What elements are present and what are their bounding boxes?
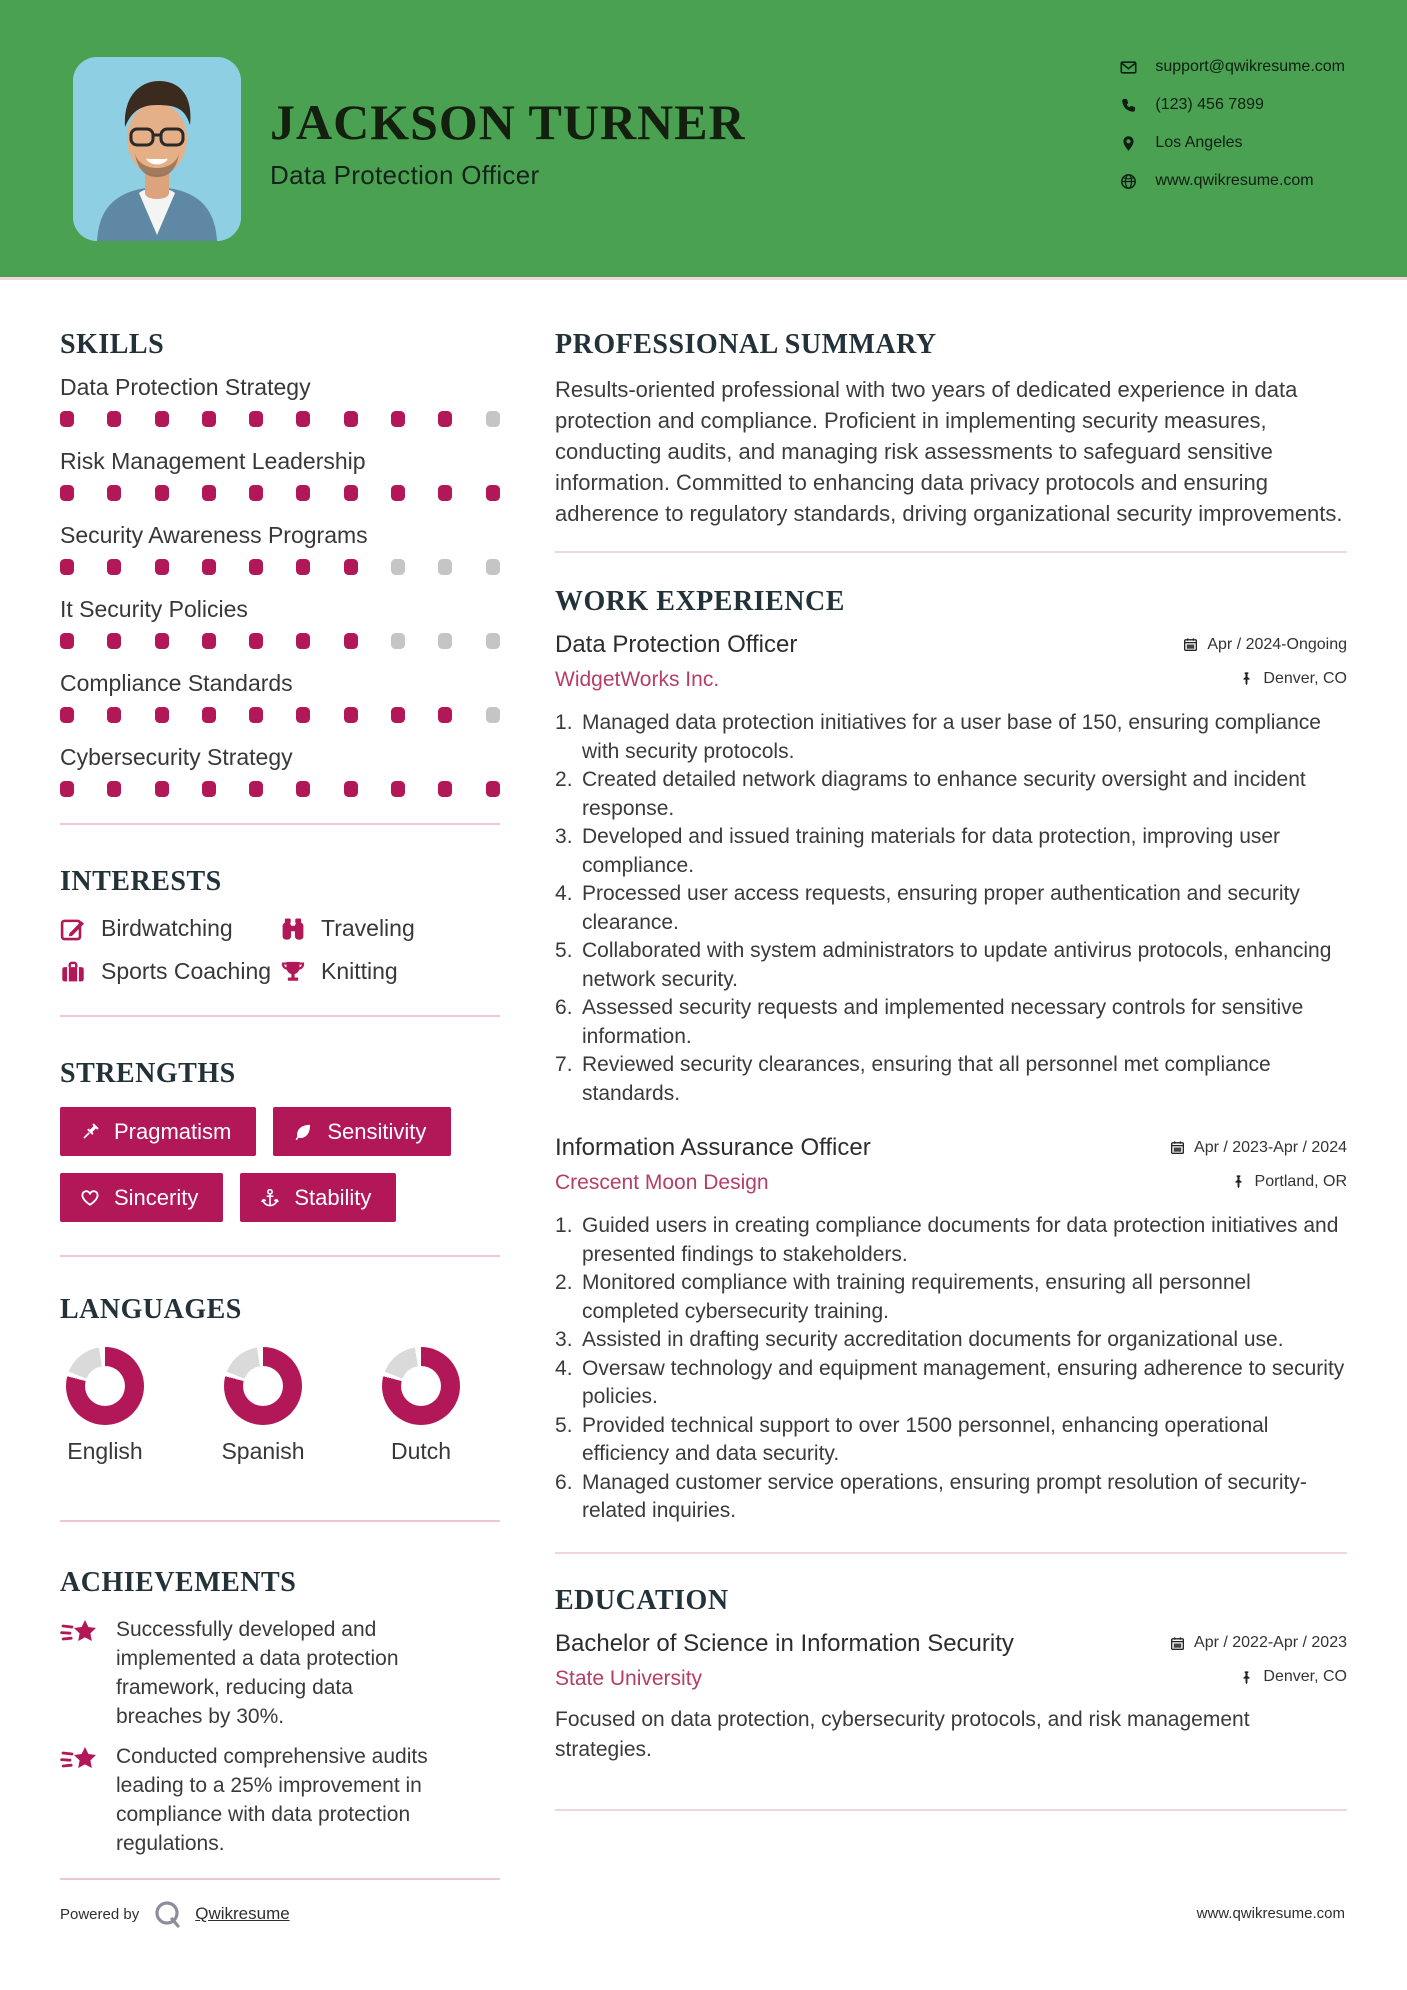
skill-dot-filled bbox=[107, 707, 121, 723]
skill-dot-filled bbox=[296, 781, 310, 797]
skill-rating bbox=[60, 485, 500, 501]
job-bullet: Collaborated with system administrators to update antivirus protocols, enhancing network security. bbox=[582, 939, 1332, 991]
skill-dot-filled bbox=[107, 411, 121, 427]
interest-label: Traveling bbox=[321, 915, 415, 941]
contact-email-text: support@qwikresume.com bbox=[1155, 58, 1345, 75]
skill-dot-empty bbox=[438, 559, 452, 575]
right-column bbox=[555, 330, 1347, 1811]
skill-dot-filled bbox=[155, 707, 169, 723]
job-bullet: Guided users in creating compliance documents for data protection initiatives and presented findings to stakeholders. bbox=[582, 1214, 1339, 1266]
skill-dot-filled bbox=[438, 411, 452, 427]
skill-item bbox=[60, 448, 500, 501]
job-title: Data Protection Officer bbox=[555, 631, 798, 658]
divider bbox=[555, 1552, 1347, 1554]
skill-rating bbox=[60, 411, 500, 427]
pushpin-icon bbox=[1239, 671, 1254, 686]
globe-icon bbox=[1120, 173, 1137, 190]
skill-dot-filled bbox=[249, 485, 263, 501]
language-item bbox=[218, 1347, 308, 1465]
skill-dot-filled bbox=[438, 485, 452, 501]
calendar-icon bbox=[1183, 637, 1198, 652]
achievements-heading: ACHIEVEMENTS bbox=[60, 1567, 297, 1598]
strength-label: Sincerity bbox=[114, 1184, 199, 1210]
skill-rating bbox=[60, 633, 500, 649]
job-bullet: Assessed security requests and implemented necessary controls for sensitive information. bbox=[582, 996, 1304, 1048]
skill-dot-filled bbox=[155, 559, 169, 575]
person-title: Data Protection Officer bbox=[270, 160, 540, 190]
interests-heading: INTERESTS bbox=[60, 866, 222, 897]
language-donut-chart bbox=[382, 1347, 460, 1425]
job-dates-text: Apr / 2023-Apr / 2024 bbox=[1194, 1138, 1347, 1156]
language-item bbox=[376, 1347, 466, 1465]
achievement-item bbox=[60, 1742, 440, 1858]
summary-heading: PROFESSIONAL SUMMARY bbox=[555, 329, 937, 360]
interest-item bbox=[60, 915, 280, 942]
job-location bbox=[1239, 670, 1347, 688]
profile-photo bbox=[73, 57, 241, 241]
skill-dot-filled bbox=[486, 485, 500, 501]
skill-dot-filled bbox=[249, 633, 263, 649]
job-dates bbox=[1183, 636, 1347, 654]
skill-dot-filled bbox=[344, 559, 358, 575]
skill-rating bbox=[60, 707, 500, 723]
interest-item bbox=[60, 958, 280, 985]
skill-dot-filled bbox=[391, 707, 405, 723]
skill-dot-filled bbox=[438, 707, 452, 723]
qwikresume-logo-icon bbox=[151, 1898, 183, 1930]
skill-dot-empty bbox=[486, 559, 500, 575]
education-heading: EDUCATION bbox=[555, 1584, 729, 1616]
education-dates-text: Apr / 2022-Apr / 2023 bbox=[1194, 1634, 1347, 1651]
skill-dot-filled bbox=[202, 707, 216, 723]
skill-dot-filled bbox=[60, 781, 74, 797]
job-bullet: Created detailed network diagrams to enhance security oversight and incident response. bbox=[582, 768, 1306, 820]
contact-phone-text: (123) 456 7899 bbox=[1155, 96, 1264, 113]
language-item bbox=[60, 1347, 150, 1465]
job-bullet: Oversaw technology and equipment management, ensuring adherence to security policies. bbox=[582, 1356, 1345, 1408]
skill-dot-filled bbox=[202, 559, 216, 575]
job-bullet: Processed user access requests, ensuring proper authentication and security clearance. bbox=[582, 882, 1300, 934]
skill-dot-filled bbox=[344, 633, 358, 649]
job-company: Crescent Moon Design bbox=[555, 1171, 769, 1194]
skill-dot-empty bbox=[391, 633, 405, 649]
shooting-star-icon bbox=[60, 1744, 100, 1778]
education-location bbox=[1239, 1668, 1347, 1686]
achievement-item bbox=[60, 1615, 440, 1731]
skill-dot-filled bbox=[249, 559, 263, 575]
skill-item bbox=[60, 374, 500, 427]
header-divider bbox=[0, 277, 1407, 280]
skill-dot-filled bbox=[155, 485, 169, 501]
job-location-text: Portland, OR bbox=[1254, 1172, 1347, 1190]
gavel-icon bbox=[80, 1122, 100, 1142]
skill-dot-filled bbox=[107, 559, 121, 575]
contact-location bbox=[1120, 134, 1345, 152]
language-label: English bbox=[67, 1438, 143, 1464]
interests-list bbox=[60, 915, 500, 985]
achievements-list bbox=[60, 1615, 500, 1858]
skill-dot-filled bbox=[344, 485, 358, 501]
contact-website-text: www.qwikresume.com bbox=[1155, 172, 1314, 189]
job-title: Information Assurance Officer bbox=[555, 1134, 871, 1161]
shooting-star-icon bbox=[60, 1617, 100, 1651]
skill-dot-filled bbox=[60, 559, 74, 575]
education-location-text: Denver, CO bbox=[1263, 1668, 1347, 1685]
divider bbox=[60, 1520, 500, 1522]
contact-location-text: Los Angeles bbox=[1155, 134, 1243, 151]
divider bbox=[555, 1809, 1347, 1811]
skill-dot-filled bbox=[249, 781, 263, 797]
languages-heading: LANGUAGES bbox=[60, 1294, 242, 1325]
skill-dot-empty bbox=[486, 633, 500, 649]
job-bullet: Assisted in drafting security accreditation documents for organizational use. bbox=[582, 1328, 1284, 1351]
divider bbox=[60, 1015, 500, 1017]
avatar-illustration bbox=[73, 57, 241, 241]
binoculars-icon bbox=[280, 916, 306, 942]
job-dates-text: Apr / 2024-Ongoing bbox=[1207, 635, 1347, 653]
achievement-text: Successfully developed and implemented a data protection framework, reducing data breaches by 30%. bbox=[116, 1618, 399, 1728]
briefcase-icon bbox=[60, 959, 86, 985]
skill-dot-filled bbox=[60, 633, 74, 649]
job-location-text: Denver, CO bbox=[1263, 669, 1347, 687]
person-name: JACKSON TURNER bbox=[270, 94, 746, 150]
left-column bbox=[60, 330, 500, 1880]
skill-label: It Security Policies bbox=[60, 596, 248, 622]
skill-dot-filled bbox=[202, 781, 216, 797]
skill-dot-filled bbox=[296, 559, 310, 575]
skill-dot-filled bbox=[296, 707, 310, 723]
footer-branding bbox=[60, 1898, 290, 1930]
job-bullet: Developed and issued training materials for data protection, improving user compliance. bbox=[582, 825, 1281, 877]
location-icon bbox=[1120, 135, 1137, 152]
skill-item bbox=[60, 596, 500, 649]
skill-dot-empty bbox=[486, 707, 500, 723]
skill-dot-filled bbox=[296, 411, 310, 427]
skill-dot-empty bbox=[391, 559, 405, 575]
skill-dot-filled bbox=[391, 411, 405, 427]
skill-dot-filled bbox=[202, 485, 216, 501]
education-entry bbox=[555, 1630, 1347, 1765]
languages-list bbox=[60, 1347, 500, 1465]
skill-label: Data Protection Strategy bbox=[60, 374, 311, 400]
skill-rating bbox=[60, 559, 500, 575]
job-dates bbox=[1170, 1139, 1347, 1157]
skills-heading: SKILLS bbox=[60, 329, 165, 360]
interest-label: Birdwatching bbox=[101, 915, 233, 941]
job-bullet: Managed data protection initiatives for a user base of 150, ensuring compliance with security protocols. bbox=[582, 711, 1321, 763]
pushpin-icon bbox=[1239, 1670, 1254, 1685]
skill-label: Compliance Standards bbox=[60, 670, 293, 696]
skill-dot-filled bbox=[60, 707, 74, 723]
skill-dot-filled bbox=[391, 485, 405, 501]
skill-item bbox=[60, 522, 500, 575]
strengths-heading: STRENGTHS bbox=[60, 1058, 236, 1089]
skill-dot-filled bbox=[486, 781, 500, 797]
skill-item bbox=[60, 744, 500, 797]
education-description: Focused on data protection, cybersecurity protocols, and risk management strategies. bbox=[555, 1707, 1250, 1761]
anchor-icon bbox=[260, 1188, 280, 1208]
header-banner bbox=[0, 0, 1407, 277]
skill-dot-filled bbox=[155, 781, 169, 797]
job-entry bbox=[555, 631, 1347, 1108]
language-donut-chart bbox=[224, 1347, 302, 1425]
contact-website[interactable] bbox=[1120, 172, 1345, 190]
strength-badge bbox=[273, 1107, 451, 1156]
skill-dot-filled bbox=[391, 781, 405, 797]
skill-dot-filled bbox=[344, 781, 358, 797]
job-company: WidgetWorks Inc. bbox=[555, 668, 720, 691]
skill-dot-filled bbox=[344, 411, 358, 427]
skill-dot-filled bbox=[296, 485, 310, 501]
skill-dot-filled bbox=[155, 411, 169, 427]
skill-dot-filled bbox=[107, 485, 121, 501]
skill-label: Risk Management Leadership bbox=[60, 448, 366, 474]
education-dates bbox=[1170, 1634, 1347, 1652]
strength-badge bbox=[60, 1107, 256, 1156]
heart-icon bbox=[80, 1188, 100, 1208]
strength-badge bbox=[240, 1173, 396, 1222]
skill-dot-empty bbox=[486, 411, 500, 427]
calendar-icon bbox=[1170, 1140, 1185, 1155]
summary-text: Results-oriented professional with two years of dedicated experience in data protection and compliance. Proficient in implementing security measures, conducting audits, and managing risk assessments to safeguard sensitive information. Committed to enhancing data privacy protocols and ensuring adherence to regulatory standards, driving organizational security improvements. bbox=[555, 377, 1343, 526]
job-bullet: Monitored compliance with training requirements, ensuring all personnel completed cybersecurity training. bbox=[582, 1271, 1251, 1323]
skill-label: Security Awareness Programs bbox=[60, 522, 368, 548]
language-label: Spanish bbox=[221, 1438, 305, 1464]
job-bullet: Provided technical support to over 1500 personnel, enhancing operational efficiency and data security. bbox=[582, 1413, 1269, 1465]
calendar-icon bbox=[1170, 1636, 1185, 1651]
strength-label: Pragmatism bbox=[114, 1118, 232, 1144]
strength-label: Stability bbox=[294, 1184, 372, 1210]
skill-dot-filled bbox=[155, 633, 169, 649]
job-bullets bbox=[555, 1212, 1347, 1526]
phone-icon bbox=[1120, 97, 1137, 114]
contact-list bbox=[1120, 58, 1345, 190]
interest-label: Knitting bbox=[321, 958, 398, 984]
contact-email[interactable] bbox=[1120, 58, 1345, 76]
skill-dot-empty bbox=[438, 633, 452, 649]
experience-heading: WORK EXPERIENCE bbox=[555, 586, 845, 617]
skill-dot-filled bbox=[60, 485, 74, 501]
leaf-icon bbox=[293, 1122, 313, 1142]
pushpin-icon bbox=[1231, 1174, 1246, 1189]
pencil-icon bbox=[60, 916, 86, 942]
divider bbox=[555, 551, 1347, 553]
degree-title: Bachelor of Science in Information Security bbox=[555, 1629, 1014, 1657]
job-bullet: Reviewed security clearances, ensuring that all personnel met compliance standards. bbox=[582, 1053, 1271, 1105]
interest-item bbox=[280, 958, 500, 985]
interest-item bbox=[280, 915, 500, 942]
skill-dot-filled bbox=[344, 707, 358, 723]
powered-by-label: Powered by bbox=[60, 1905, 140, 1923]
achievement-text: Conducted comprehensive audits leading to a 25% improvement in compliance with data protection regulations. bbox=[116, 1745, 428, 1855]
skill-dot-filled bbox=[296, 633, 310, 649]
divider bbox=[60, 1255, 500, 1257]
skill-dot-filled bbox=[60, 411, 74, 427]
skill-dot-filled bbox=[438, 781, 452, 797]
skill-dot-filled bbox=[202, 411, 216, 427]
skill-dot-filled bbox=[249, 707, 263, 723]
skill-dot-filled bbox=[107, 781, 121, 797]
skill-item bbox=[60, 670, 500, 723]
school-name: State University bbox=[555, 1666, 703, 1690]
job-location bbox=[1231, 1173, 1347, 1191]
divider bbox=[60, 1878, 500, 1880]
language-donut-chart bbox=[66, 1347, 144, 1425]
skill-dot-filled bbox=[202, 633, 216, 649]
job-entry bbox=[555, 1134, 1347, 1526]
skill-rating bbox=[60, 781, 500, 797]
skill-dot-filled bbox=[249, 411, 263, 427]
job-bullets bbox=[555, 709, 1347, 1108]
envelope-icon bbox=[1120, 59, 1137, 76]
divider bbox=[60, 823, 500, 825]
skill-label: Cybersecurity Strategy bbox=[60, 744, 293, 770]
skill-dot-filled bbox=[107, 633, 121, 649]
strengths-list bbox=[60, 1107, 500, 1222]
trophy-icon bbox=[280, 959, 306, 985]
skills-list bbox=[60, 374, 500, 797]
strength-label: Sensitivity bbox=[327, 1118, 427, 1144]
qwikresume-link[interactable]: Qwikresume bbox=[195, 1904, 290, 1923]
language-label: Dutch bbox=[390, 1438, 452, 1464]
interest-label: Sports Coaching bbox=[101, 958, 272, 984]
job-bullet: Managed customer service operations, ensuring prompt resolution of security-related inquiries. bbox=[582, 1470, 1307, 1522]
strength-badge bbox=[60, 1173, 223, 1222]
contact-phone[interactable] bbox=[1120, 96, 1345, 114]
footer-website: www.qwikresume.com bbox=[1196, 1905, 1345, 1922]
